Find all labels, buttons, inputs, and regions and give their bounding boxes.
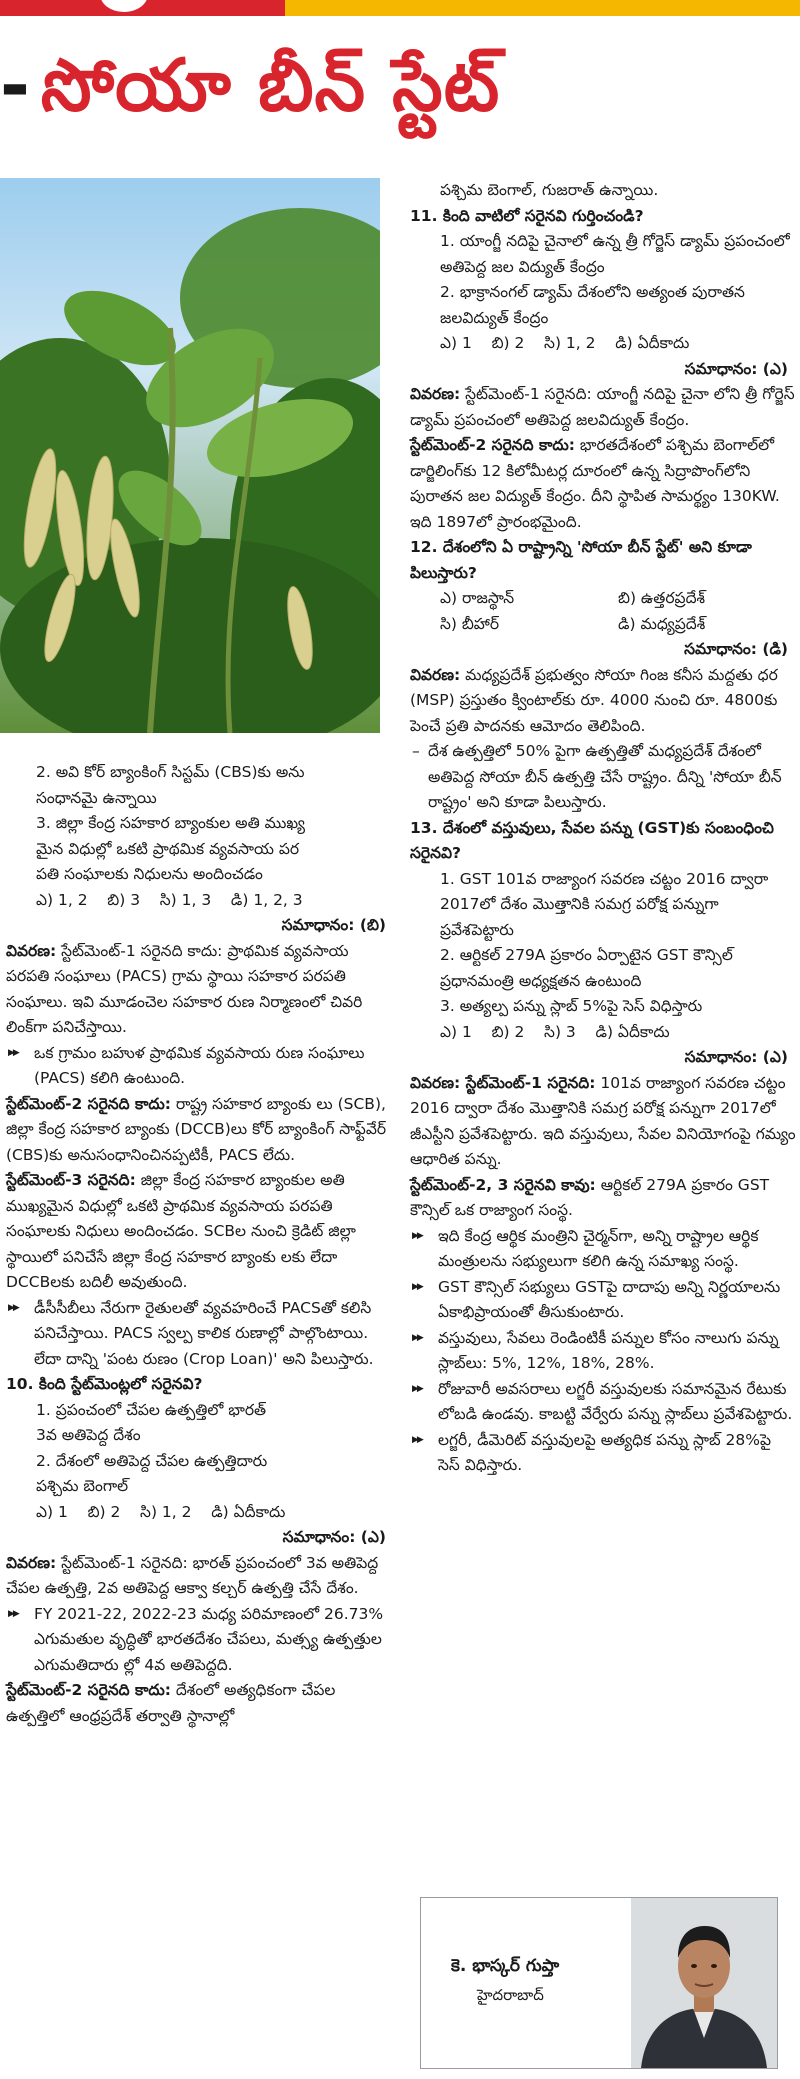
text-line: 2. అవి కోర్ బ్యాంకింగ్ సిస్టమ్ (CBS)కు అను: [36, 763, 305, 781]
question-13: 13. దేశంలో వస్తువులు, సేవల పన్ను (GST)కు సంబంధించి సరైనవి?: [410, 818, 774, 862]
text-line: 3. జిల్లా కేంద్ర సహకార బ్యాంకుల అతి ముఖ్య: [36, 814, 306, 832]
q10-statement-1b: 3వ అతిపెద్ద దేశం: [36, 1426, 141, 1444]
q10-explanation: [6, 1551, 394, 1602]
explanation-text: స్టేట్‌మెంట్-1 సరైనది: భారత్ ప్రపంచంలో 3వ అతిపెద్ద చేపల ఉత్పత్తి, 2వ అతిపెద్ద ఆక్వా కల్చర్ ఉత్పత్తి చేసే దేశం.: [6, 1553, 379, 1597]
question-10: 10. కింది స్టేట్‌మెంట్లలో సరైనవి?: [6, 1375, 203, 1393]
explanation-label: వివరణ:: [6, 1553, 57, 1572]
author-city: హైదరాబాద్: [477, 1986, 544, 2004]
statement-label: స్టేట్‌మెంట్-2 సరైనది కాదు:: [6, 1094, 171, 1113]
explanation-text: 101వ రాజ్యాంగ సవరణ చట్టం 2016 ద్వారా దేశం మొత్తానికి సమగ్ర పరోక్ష పన్నుగా 2017లో జీఎస్టీని ప్రవేశపెట్టారు. ఇది వస్తువులు, సేవల వినియోగంపై గమ్యం ఆధారిత పన్ను.: [410, 1073, 796, 1168]
page-title: [0, 20, 800, 150]
statement-label: స్టేట్‌మెంట్-2 సరైనది కాదు:: [6, 1681, 171, 1699]
q12-option-a: ఎ) రాజస్థాన్: [440, 589, 515, 607]
text-line: మైన విధుల్లో ఒకటి ప్రాథమిక వ్యవసాయ పర: [36, 839, 300, 858]
statement-text: భారతదేశంలో పశ్చిమ బెంగాల్‌లో డార్జిలింగ్‌కు 12 కిలోమీటర్ల దూరంలో ఉన్న సిద్రాపొంగ్‌లోని పురాతన జల విద్యుత్ కేంద్రం. దీని స్థాపిత సామర్థ్యం 130KW. ఇది 1897లో ప్రారంభమైంది.: [410, 436, 780, 531]
bullet-item: ▶▶ GST కౌన్సిల్ సభ్యులు GSTపై దాదాపు అన్ని నిర్ణయాలను ఏకాభిప్రాయంతో తీసుకుంటారు.: [410, 1275, 796, 1326]
top-bar-yellow: [285, 0, 800, 16]
q12-option-b: బి) ఉత్తరప్రదేశ్: [618, 589, 706, 607]
q11-statement-2-note: [410, 433, 796, 535]
q9-answer: సమాధానం: (బి): [281, 916, 386, 934]
explanation-text: స్టేట్‌మెంట్-1 సరైనది కాదు: ప్రాథమిక వ్యవసాయ పరపతి సంఘాలు (PACS) గ్రామ స్థాయి సహకార పరపతి సంఘాలు. ఇవి మూడంచెల సహకార రుణ నిర్మాణంలో చివరి లింక్‌గా పనిచేస్తాయి.: [6, 941, 363, 1036]
q12-option-c: సి) బీహార్: [440, 614, 500, 633]
explanation-label: వివరణ:: [6, 941, 57, 960]
bullet-item: ▶▶ ఒక గ్రామం బహుళ ప్రాథమిక వ్యవసాయ రుణ సంఘాలు (PACS) కలిగి ఉంటుంది.: [6, 1041, 394, 1092]
statement-label: స్టేట్‌మెంట్-3 సరైనది:: [6, 1171, 136, 1189]
explanation-text: మధ్యప్రదేశ్ ప్రభుత్వం సోయా గింజ కనీస మద్దతు ధర (MSP) ప్రస్తుతం క్వింటాల్‌కు రూ. 4000 నుంచి రూ. 4800కు పెంచే ప్రతి పాదనకు ఆమోదం తెలిపింది.: [410, 665, 778, 735]
author-name: కె. భాస్కర్ గుప్తా: [451, 1956, 560, 1976]
q11-statement-1: 1. యాంగ్జీ నదిపై చైనాలో ఉన్న త్రీ గోర్జెస్ డ్యామ్ ప్రపంచంలో అతిపెద్ద జల విద్యుత్ కేంద్రం: [440, 232, 790, 276]
q12-explanation: [410, 663, 796, 740]
bullet-item: ▶▶ వస్తువులు, సేవలు రెండింటికీ పన్నుల కోసం నాలుగు పన్ను స్లాబ్‌లు: 5%, 12%, 18%, 28%.: [410, 1326, 796, 1377]
q11-answer: సమాధానం: (ఎ): [684, 359, 788, 378]
q12-option-d: డి) మధ్యప్రదేశ్: [618, 614, 706, 633]
q9-statement-3-note: [6, 1168, 394, 1296]
q10-statement-2: 2. దేశంలో అతిపెద్ద చేపల ఉత్పత్తిదారు: [36, 1451, 268, 1470]
q12-options: [410, 586, 796, 637]
q9-options: ఎ) 1, 2 బి) 3 సి) 1, 3 డి) 1, 2, 3: [36, 890, 303, 909]
q10-answer: సమాధానం: (ఎ): [282, 1528, 386, 1546]
bullet-item: ▶▶ రోజువారీ అవసరాలు లగ్జరీ వస్తువులకు సమానమైన రేటుకు లోబడి ఉండవు. కాబట్టి వేర్వేరు పన్ను స్లాబ్‌లు ప్రవేశపెట్టారు.: [410, 1377, 796, 1428]
question-12: 12. దేశంలోని ఏ రాష్ట్రాన్ని 'సోయా బీన్ స్టేట్' అని కూడా పిలుస్తారు?: [410, 538, 752, 582]
soybean-plant-photo: [0, 178, 380, 733]
question-11: 11. కింది వాటిలో సరైనవి గుర్తించండి?: [410, 206, 644, 225]
explanation-label: వివరణ: స్టేట్‌మెంట్-1 సరైనది:: [410, 1073, 596, 1092]
explanation-label: వివరణ:: [410, 385, 461, 403]
text-line: పతి సంఘాలకు నిధులను అందించడం: [36, 865, 263, 883]
right-column: [410, 178, 796, 1479]
q12-answer: సమాధానం: (డి): [684, 640, 788, 658]
bullet-item: ▶▶ ఇది కేంద్ర ఆర్థిక మంత్రిని చైర్మన్‌గా, అన్ని రాష్ట్రాల ఆర్థిక మంత్రులను సభ్యులుగా కలిగి ఉన్న సమాఖ్య సంస్థ.: [410, 1224, 796, 1275]
q9-statement-2-note: [6, 1092, 394, 1169]
q13-options: ఎ) 1 బి) 2 సి) 3 డి) ఏదీకాదు: [440, 1022, 670, 1041]
q9-explanation: [6, 939, 394, 1041]
statement-text: ఆర్టికల్ 279A ప్రకారం GST కౌన్సిల్ ఒక రాజ్యాంగ సంస్థ.: [410, 1175, 770, 1219]
q13-statement-2: 2. ఆర్టికల్ 279A ప్రకారం ఏర్పాటైన GST కౌన్సిల్ ప్రధానమంత్రి అధ్యక్షతన ఉంటుంది: [440, 946, 733, 990]
q10-statement-2b: పశ్చిమ బెంగాల్: [36, 1477, 129, 1495]
explanation-label: వివరణ:: [410, 665, 461, 684]
author-box: [420, 1897, 778, 2069]
q13-statement-3: 3. అత్యల్ప పన్ను స్లాబ్ 5%పై సెస్ విధిస్తారు: [440, 997, 703, 1015]
statement-label: స్టేట్‌మెంట్-2, 3 సరైనవి కావు:: [410, 1175, 596, 1194]
q10-options: ఎ) 1 బి) 2 సి) 1, 2 డి) ఏదీకాదు: [36, 1502, 286, 1521]
q13-statement-2-3-note: [410, 1173, 796, 1224]
bullet-item: ▶▶ లగ్జరీ, డీమెరిట్ వస్తువులపై అత్యధిక పన్ను స్లాబ్ 28%పై సెస్ విధిస్తారు.: [410, 1428, 796, 1479]
statement-label: స్టేట్‌మెంట్-2 సరైనది కాదు:: [410, 436, 575, 454]
q12-note: – దేశ ఉత్పత్తిలో 50% పైగా ఉత్పత్తితో మధ్యప్రదేశ్ దేశంలో అతిపెద్ద సోయా బీన్ ఉత్పత్తి చేసే రాష్ట్రం. దీన్ని 'సోయా బీన్ రాష్ట్రం' అని కూడా పిలుస్తారు.: [410, 739, 796, 816]
left-column: [6, 760, 394, 1729]
q13-statement-1: 1. GST 101వ రాజ్యాంగ సవరణ చట్టం 2016 ద్వారా 2017లో దేశం మొత్తానికి సమగ్ర పరోక్ష పన్నుగా ప్రవేశపెట్టారు: [440, 869, 769, 939]
text-line: పశ్చిమ బెంగాల్, గుజరాత్ ఉన్నాయి.: [440, 181, 659, 199]
statement-text: దేశంలో అత్యధికంగా చేపల ఉత్పత్తిలో ఆంధ్రప్రదేశ్ తర్వాతి స్థానాల్లో: [6, 1681, 336, 1725]
q10-statement-1: 1. ప్రపంచంలో చేపల ఉత్పత్తిలో భారత్: [36, 1400, 267, 1419]
q11-explanation: [410, 382, 796, 433]
q13-explanation: [410, 1071, 796, 1173]
title-text: సోయా బీన్ స్టేట్: [40, 43, 501, 127]
q13-answer: సమాధానం: (ఎ): [684, 1048, 788, 1066]
author-photo-icon: [631, 1898, 777, 2068]
statement-text: రాష్ట్ర సహకార బ్యాంకు లు (SCB), జిల్లా కేంద్ర సహకార బ్యాంకు (DCCB)లు కోర్ బ్యాంకింగ్ సాఫ్ట్‌వేర్ (CBS)కు అనుసంధానించినప్పటికీ, PACS లేదు.: [6, 1094, 387, 1164]
author-photo: [631, 1898, 777, 2068]
explanation-text: స్టేట్‌మెంట్-1 సరైనది: యాంగ్జీ నదిపై చైనా లోని త్రీ గోర్జెస్ డ్యామ్ ప్రపంచంలో అతిపెద్ద జలవిద్యుత్ కేంద్రం.: [410, 385, 795, 429]
bullet-item: ▶▶ డీసీసీబీలు నేరుగా రైతులతో వ్యవహరించే PACSతో కలిసి పనిచేస్తాయి. PACS స్వల్ప కాలిక రుణాల్లో పాల్గొంటాయి. లేదా దాన్ని 'పంట రుణం (Crop Loan)' అని పిలుస్తారు.: [6, 1296, 394, 1373]
top-color-bar: [0, 0, 800, 16]
q11-statement-2: 2. భాక్రానంగల్ డ్యామ్ దేశంలోని అత్యంత పురాతన జలవిద్యుత్ కేంద్రం: [440, 283, 745, 327]
q10-statement-2-note: [6, 1678, 394, 1729]
text-line: సంధానమై ఉన్నాయి: [36, 788, 157, 807]
bullet-item: ▶▶ FY 2021-22, 2022-23 మధ్య పరిమాణంలో 26.73% ఎగుమతుల వృద్ధితో భారతదేశం చేపలు, మత్స్య ఉత్పత్తుల ఎగుమతిదారు ల్లో 4వ అతిపెద్దది.: [6, 1602, 394, 1679]
q11-options: ఎ) 1 బి) 2 సి) 1, 2 డి) ఏదీకాదు: [440, 334, 690, 352]
title-dash: -: [0, 43, 31, 127]
soybean-plant-icon: [0, 178, 380, 733]
statement-text: జిల్లా కేంద్ర సహకార బ్యాంకుల అతి ముఖ్యమైన విధుల్లో ఒకటి ప్రాథమిక వ్యవసాయ పరపతి సంఘాలకు నిధులు అందించడం. SCBల నుంచి క్రెడిట్ జిల్లా స్థాయిలో పనిచేసే జిల్లా కేంద్ర సహకార బ్యాంకు లకు లేదా DCCBలకు బదిలీ అవుతుంది.: [6, 1171, 356, 1291]
